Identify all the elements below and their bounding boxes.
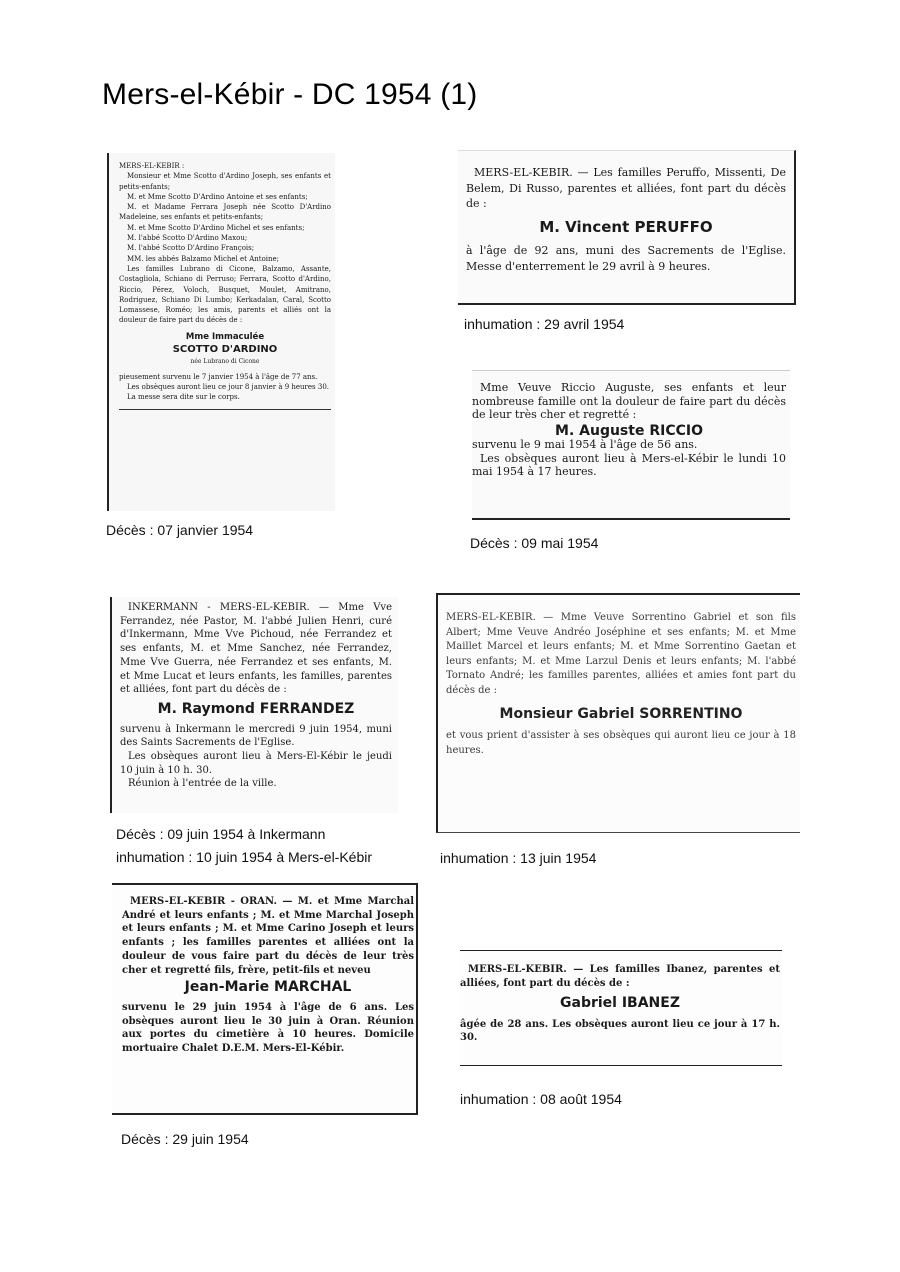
caption-peruffo: inhumation : 29 avril 1954 [464,316,625,332]
death-details: survenu le 29 juin 1954 à l'âge de 6 ans. Les obsèques auront lieu le 30 juin à Oran. Réunion aux portes du cimetière à 10 heures. Domicile mortuaire Chalet D.E.M. Mers-El-Kébir. [122,1001,414,1055]
caption-ferrandez-burial: inhumation : 10 juin 1954 à Mers-el-Kébir [116,849,373,865]
clipping-intro: Mme Veuve Riccio Auguste, ses enfants et leur nombreuse famille ont la douleur de faire part du décès de leur très cher et regretté : [472,381,786,421]
funeral-details: Les obsèques auront lieu à Mers-El-Kébir le jeudi 10 juin à 10 h. 30. [120,751,392,776]
deceased-title: Mme Immaculée [185,331,265,342]
obituary-clipping-scotto [107,153,335,511]
caption-scotto: Décès : 07 janvier 1954 [106,522,254,538]
deceased-name: M. Raymond FERRANDEZ [157,700,355,717]
clipping-intro: MERS-EL-KEBIR. — Mme Veuve Sorrentino Gabriel et son fils Albert; Mme Veuve Andréo Joséphine et ses enfants; M. et Mme Maillet Marcel et leurs enfants; M. et Mme Sorrentino Gaetan et leurs enfants; M. et Mme Larzul Denis et leurs enfants; M. l'abbé Tornato André; les familles parentes, alliées et amies font part du décès de : [446,612,796,696]
meeting-details: Réunion à l'entrée de la ville. [128,778,277,790]
family-line: M. et Madame Ferrara Joseph née Scotto D'Ardino Madeleine, ses enfants et petits-enfants; [119,203,331,222]
caption-marchal: Décès : 29 juin 1954 [121,1131,249,1147]
maiden-name: née Lubrano di Cicone [190,358,260,366]
family-line: MM. les abbés Balzamo Michel et Antoine; [127,254,280,263]
caption-sorrentino: inhumation : 13 juin 1954 [440,850,597,866]
death-details: pieusement survenu le 7 janvier 1954 à l'âge de 77 ans. [119,372,318,381]
funeral-details: Les obsèques auront lieu à Mers-el-Kébir le lundi 10 mai 1954 à 17 heures. [472,451,786,478]
death-details: survenu à Inkermann le mercredi 9 juin 1954, muni des Saints Sacrements de l'Eglise. [120,723,392,749]
deceased-name: SCOTTO D'ARDINO [172,344,278,356]
obituary-clipping-riccio [472,370,790,520]
obituary-clipping-ibanez [460,950,782,1066]
family-line: Monsieur et Mme Scotto d'Ardino Joseph, ses enfants et petits-enfants; [119,172,331,191]
clipping-intro: MERS-EL-KEBIR - ORAN. — M. et Mme Marchal André et leurs enfants ; M. et Mme Marchal Joseph et leurs enfants ; M. et Mme Carino Joseph et leurs enfants ; les familles parentes et alliées ont la douleur de vous faire part du décès de leur très cher et regretté fils, frère, petit-fils et neveu [122,896,414,976]
family-line: M. l'abbé Scotto D'Ardino François; [127,244,255,253]
clipping-intro: MERS-EL-KEBIR. — Les familles Ibanez, parentes et alliées, font part du décès de : [460,964,780,989]
deceased-name: Gabriel IBANEZ [560,995,680,1011]
deceased-name: M. Auguste RICCIO [555,422,703,439]
deceased-name: Jean-Marie MARCHAL [184,979,352,996]
funeral-details: et vous prient d'assister à ses obsèques qui auront lieu ce jour à 18 heures. [446,730,796,756]
caption-ferrandez-death: Décès : 09 juin 1954 à Inkermann [116,826,326,842]
death-details: survenu le 9 mai 1954 à l'âge de 56 ans. [472,438,698,451]
clipping-header: MERS-EL-KEBIR : [119,162,185,170]
obituary-clipping-peruffo [458,150,796,305]
deceased-name: Monsieur Gabriel SORRENTINO [499,705,743,722]
family-line: M. et Mme Scotto D'Ardino Michel et ses enfants; [127,223,305,232]
caption-ibanez: inhumation : 08 août 1954 [460,1091,622,1107]
mass-details: La messe sera dite sur le corps. [127,393,240,402]
funeral-details: Les obsèques auront lieu ce jour 8 janvier à 9 heures 30. [127,382,329,391]
clipping-intro: INKERMANN - MERS-EL-KEBIR. — Mme Vve Ferrandez, née Pastor, M. l'abbé Julien Henri, curé d'Inkermann, Mme Vve Pichoud, née Ferrandez et ses enfants, M. et Mme Sanchez, née Ferrandez, Mme Vve Guerra, née Ferrandez et ses enfants, M. et Mme Lucat et leurs enfants, les familles, parentes et alliées, font part du décès de : [120,602,392,696]
divider [119,409,331,410]
family-line: M. l'abbé Scotto D'Ardino Maxou; [127,234,248,243]
obituary-clipping-ferrandez [110,597,398,813]
family-line: M. et Mme Scotto D'Ardino Antoine et ses enfants; [127,192,308,201]
obituary-clipping-marchal [112,883,418,1115]
caption-riccio: Décès : 09 mai 1954 [470,535,599,551]
clipping-intro: MERS-EL-KEBIR. — Les familles Peruffo, Missenti, De Belem, Di Russo, parentes et alliées, font part du décès de : [466,166,786,210]
obituary-clipping-sorrentino [436,593,800,833]
deceased-name: M. Vincent PERUFFO [539,217,713,236]
family-line: Les familles Lubrano di Cicone, Balzamo, Assante, Costagliola, Schiano di Perruso; Ferrara, Scotto d'Ardino, Riccio, Pérez, Voloch, Busquet, Moulet, Amitrano, Rodriguez, Schiano Di Lumbo; Kerkadalan, Caral, Scotto Lomassese, Roméo; les amis, parents et alliés ont la douleur de faire part du décès de : [119,264,331,325]
death-details: à l'âge de 92 ans, muni des Sacrements de l'Eglise. Messe d'enterrement le 29 avril à 9 heures. [466,244,786,273]
funeral-details: âgée de 28 ans. Les obsèques auront lieu ce jour à 17 h. 30. [460,1018,780,1043]
page-title: Mers-el-Kébir - DC 1954 (1) [102,78,478,111]
